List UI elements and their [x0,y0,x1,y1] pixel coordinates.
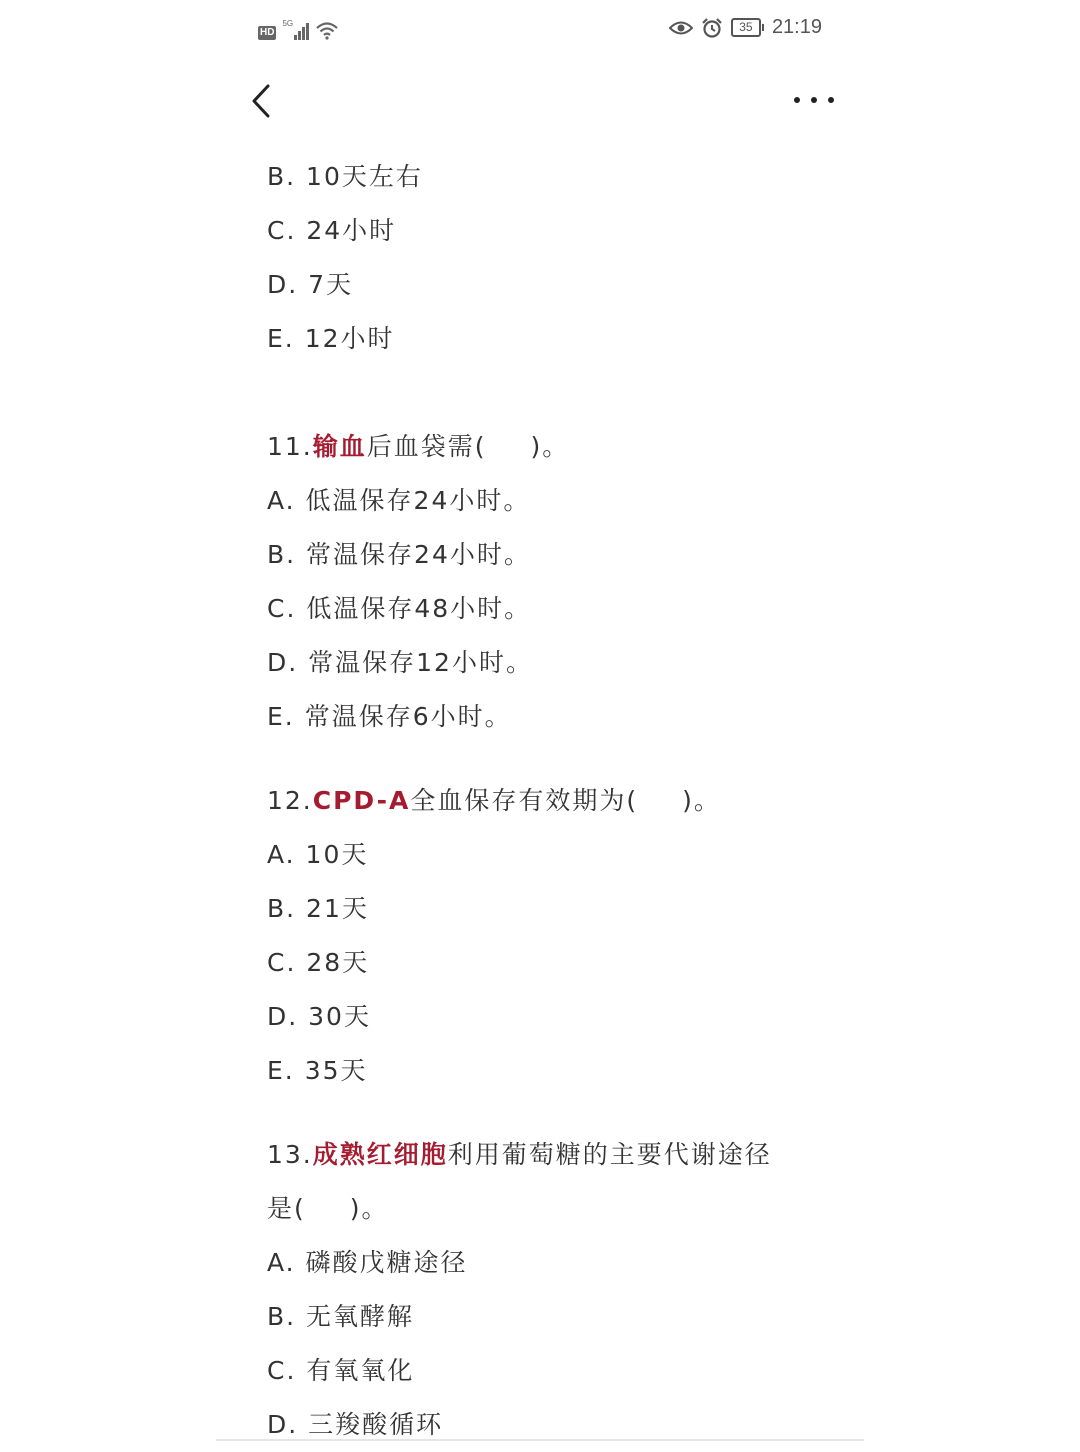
stem-text: 全血保存有效期为( [410,786,639,815]
stem-text: 利用葡萄糖的主要代谢途径 [447,1140,772,1169]
back-button[interactable] [248,82,278,120]
option-line: D. 7天 [267,270,354,299]
stem-text-line2: 是( [267,1194,306,1223]
question-number: 11. [267,432,313,461]
phone-screen [216,0,864,1441]
stem-end: )。 [682,786,721,815]
more-button[interactable] [794,90,834,110]
question-13 [267,1128,827,1452]
stem-text: 后血袋需( [366,432,487,461]
option-line: A. 10天 [267,840,369,869]
signal-icon [282,20,309,40]
alarm-icon [701,17,723,39]
highlight-term: 输血 [312,432,367,461]
question-number: 12. [267,786,313,815]
status-time: 21:19 [771,16,822,38]
option-line: D. 常温保存12小时。 [267,648,533,677]
option-line: B. 21天 [267,894,369,923]
question-number: 13. [267,1140,313,1169]
option-line: E. 12小时 [267,324,395,353]
wifi-icon [315,20,339,40]
chevron-left-icon [248,82,278,120]
battery-icon [731,18,764,37]
option-line: A. 低温保存24小时。 [267,486,531,515]
question-stem [267,774,827,828]
option-line: C. 24小时 [267,216,397,245]
question-10-options [267,150,827,366]
network-label: 5G [282,19,294,28]
stem-end: )。 [349,1194,389,1223]
option-line: E. 常温保存6小时。 [267,702,512,731]
status-bar [216,14,864,48]
question-11 [267,420,827,744]
question-stem-continued [267,1182,827,1236]
status-right [669,16,822,39]
top-nav [216,76,864,126]
article-content [267,150,827,1452]
option-line: B. 常温保存24小时。 [267,540,531,569]
option-line: D. 三羧酸循环 [267,1410,444,1439]
question-stem [267,1128,827,1182]
more-dots-icon [794,97,800,103]
option-line: C. 28天 [267,948,370,977]
eye-icon [669,19,693,37]
battery-level: 35 [731,18,761,37]
question-stem [267,420,827,474]
highlight-term: 成熟红细胞 [312,1140,448,1169]
option-line: C. 低温保存48小时。 [267,594,532,623]
option-line: A. 磷酸戊糖途径 [267,1248,468,1277]
highlight-term: CPD-A [312,786,411,815]
option-line: B. 10天左右 [267,162,423,191]
question-12 [267,774,827,1098]
option-line: B. 无氧酵解 [267,1302,415,1331]
status-left [258,20,339,40]
option-line: C. 有氧氧化 [267,1356,415,1385]
option-line: E. 35天 [267,1056,368,1085]
hd-badge: HD [260,27,275,38]
stem-end: )。 [530,432,570,461]
option-line: D. 30天 [267,1002,371,1031]
